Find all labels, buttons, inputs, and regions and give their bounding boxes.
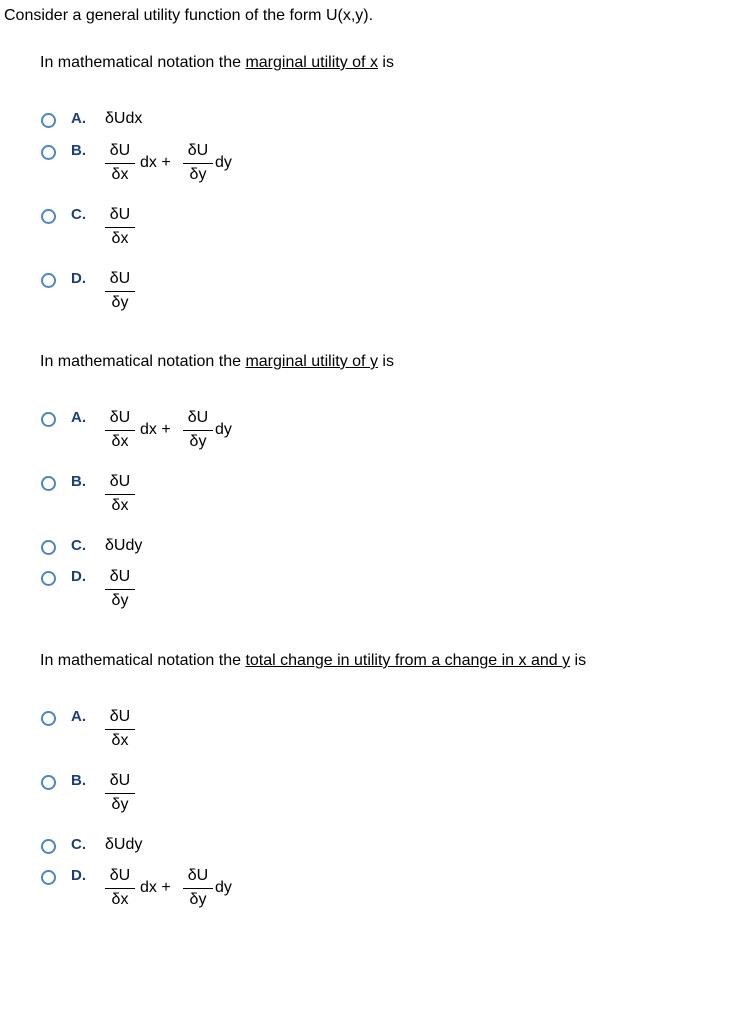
option-letter: C. bbox=[71, 537, 86, 554]
denominator: δy bbox=[111, 796, 129, 813]
denominator: δy bbox=[189, 433, 207, 450]
fraction bbox=[105, 206, 135, 248]
fraction-bar bbox=[183, 888, 213, 889]
fraction bbox=[105, 708, 135, 750]
denominator: δx bbox=[111, 230, 129, 247]
fraction bbox=[105, 270, 135, 312]
intro-text: Consider a general utility function of the form U(x,y). bbox=[4, 7, 374, 24]
denominator: δx bbox=[111, 891, 129, 908]
fraction bbox=[105, 473, 135, 515]
option-letter: C. bbox=[71, 206, 86, 223]
question-3 bbox=[40, 652, 586, 670]
numerator: δU bbox=[109, 206, 131, 223]
numerator: δU bbox=[109, 568, 131, 585]
operator-text: dx + bbox=[140, 879, 171, 896]
fraction-bar bbox=[105, 430, 135, 431]
fraction-bar bbox=[105, 888, 135, 889]
denominator: δx bbox=[111, 433, 129, 450]
operator-text: dx + bbox=[140, 421, 171, 438]
option-letter: B. bbox=[71, 772, 86, 789]
fraction bbox=[105, 568, 135, 610]
denominator: δx bbox=[111, 166, 129, 183]
option-letter: A. bbox=[71, 110, 86, 127]
operator-text: dx + bbox=[140, 154, 171, 171]
question-1 bbox=[40, 54, 394, 72]
option-letter: D. bbox=[71, 270, 86, 287]
denominator: δy bbox=[111, 294, 129, 311]
denominator: δx bbox=[111, 497, 129, 514]
numerator: δU bbox=[187, 867, 209, 884]
option-expression: δUdy bbox=[105, 836, 143, 853]
denominator: δy bbox=[189, 891, 207, 908]
question-2 bbox=[40, 353, 394, 371]
q2-prefix: In mathematical notation the bbox=[40, 353, 246, 370]
fraction-bar bbox=[105, 163, 135, 164]
numerator: δU bbox=[109, 772, 131, 789]
numerator: δU bbox=[109, 270, 131, 287]
numerator: δU bbox=[187, 409, 209, 426]
option-letter: D. bbox=[71, 568, 86, 585]
radio-button[interactable] bbox=[41, 209, 56, 224]
fraction-bar bbox=[105, 291, 135, 292]
numerator: δU bbox=[109, 473, 131, 490]
option-letter: B. bbox=[71, 142, 86, 159]
radio-button[interactable] bbox=[41, 571, 56, 586]
q3-prefix: In mathematical notation the bbox=[40, 652, 246, 669]
numerator: δU bbox=[109, 409, 131, 426]
fraction-bar bbox=[105, 227, 135, 228]
tail-text: dy bbox=[215, 154, 232, 171]
option-letter: C. bbox=[71, 836, 86, 853]
q1-prefix: In mathematical notation the bbox=[40, 54, 246, 71]
fraction-bar bbox=[105, 494, 135, 495]
radio-button[interactable] bbox=[41, 839, 56, 854]
fraction bbox=[105, 867, 135, 909]
radio-button[interactable] bbox=[41, 113, 56, 128]
q3-underline: total change in utility from a change in x and y bbox=[245, 652, 571, 669]
radio-button[interactable] bbox=[41, 412, 56, 427]
radio-button[interactable] bbox=[41, 775, 56, 790]
option-letter: A. bbox=[71, 708, 86, 725]
q2-underline: marginal utility of y bbox=[245, 353, 378, 370]
fraction bbox=[183, 867, 213, 909]
radio-button[interactable] bbox=[41, 476, 56, 491]
q1-underline: marginal utility of x bbox=[245, 54, 378, 71]
option-expression: δUdx bbox=[105, 110, 143, 127]
numerator: δU bbox=[187, 142, 209, 159]
fraction bbox=[105, 142, 135, 184]
fraction bbox=[105, 772, 135, 814]
option-expression: δUdy bbox=[105, 537, 143, 554]
option-letter: D. bbox=[71, 867, 86, 884]
denominator: δx bbox=[111, 732, 129, 749]
denominator: δy bbox=[189, 166, 207, 183]
fraction bbox=[105, 409, 135, 451]
tail-text: dy bbox=[215, 421, 232, 438]
q1-suffix: is bbox=[377, 54, 394, 71]
q2-suffix: is bbox=[377, 353, 394, 370]
q3-suffix: is bbox=[570, 652, 587, 669]
fraction bbox=[183, 409, 213, 451]
radio-button[interactable] bbox=[41, 273, 56, 288]
numerator: δU bbox=[109, 142, 131, 159]
tail-text: dy bbox=[215, 879, 232, 896]
numerator: δU bbox=[109, 867, 131, 884]
option-letter: A. bbox=[71, 409, 86, 426]
fraction-bar bbox=[183, 430, 213, 431]
fraction-bar bbox=[105, 729, 135, 730]
radio-button[interactable] bbox=[41, 540, 56, 555]
fraction bbox=[183, 142, 213, 184]
fraction-bar bbox=[183, 163, 213, 164]
fraction-bar bbox=[105, 793, 135, 794]
denominator: δy bbox=[111, 592, 129, 609]
fraction-bar bbox=[105, 589, 135, 590]
option-letter: B. bbox=[71, 473, 86, 490]
radio-button[interactable] bbox=[41, 145, 56, 160]
numerator: δU bbox=[109, 708, 131, 725]
radio-button[interactable] bbox=[41, 711, 56, 726]
radio-button[interactable] bbox=[41, 870, 56, 885]
